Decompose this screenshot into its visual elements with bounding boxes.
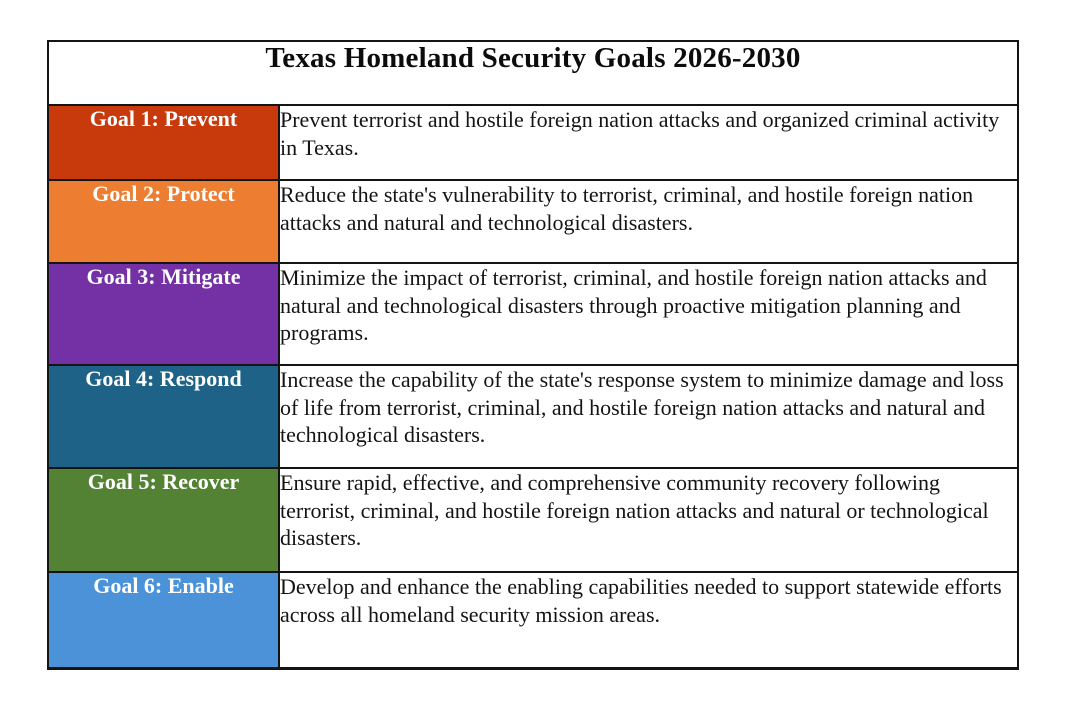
- table-row: [48, 263, 1018, 365]
- goals-table-grid: [47, 40, 1019, 670]
- goal-1-description: Prevent terrorist and hostile foreign nation attacks and organized criminal activity in Texas.: [279, 105, 1018, 180]
- goal-2-description: Reduce the state's vulnerability to terrorist, criminal, and hostile foreign nation attacks and natural and technological disasters.: [279, 180, 1018, 263]
- goal-4-label-cell: [48, 365, 279, 468]
- table-row: [48, 365, 1018, 468]
- goal-4-label: Goal 4: Respond: [85, 366, 242, 391]
- goal-1-label-cell: [48, 105, 279, 180]
- goal-3-label: Goal 3: Mitigate: [86, 264, 241, 289]
- table-title: Texas Homeland Security Goals 2026-2030: [48, 41, 1018, 105]
- goal-3-label-cell: [48, 263, 279, 365]
- table-row: [48, 572, 1018, 669]
- table-title-row: [48, 41, 1018, 105]
- goal-5-label: Goal 5: Recover: [87, 469, 240, 494]
- table-row: [48, 105, 1018, 180]
- goal-1-label: Goal 1: Prevent: [89, 106, 238, 131]
- goal-6-label: Goal 6: Enable: [93, 573, 234, 598]
- goal-4-description: Increase the capability of the state's response system to minimize damage and loss of life from terrorist, criminal, and hostile foreign nation attacks and natural and technological disasters.: [279, 365, 1018, 468]
- goal-6-description: Develop and enhance the enabling capabilities needed to support statewide efforts across all homeland security mission areas.: [279, 572, 1018, 669]
- table-row: [48, 180, 1018, 263]
- goals-table: [47, 40, 1019, 670]
- goal-5-label-cell: [48, 468, 279, 572]
- goal-3-description: Minimize the impact of terrorist, criminal, and hostile foreign nation attacks and natural and technological disasters through proactive mitigation planning and programs.: [279, 263, 1018, 365]
- goal-6-label-cell: [48, 572, 279, 669]
- table-row: [48, 468, 1018, 572]
- goal-2-label: Goal 2: Protect: [92, 181, 235, 206]
- goal-2-label-cell: [48, 180, 279, 263]
- goal-5-description: Ensure rapid, effective, and comprehensive community recovery following terrorist, criminal, and hostile foreign nation attacks and natural or technological disasters.: [279, 468, 1018, 572]
